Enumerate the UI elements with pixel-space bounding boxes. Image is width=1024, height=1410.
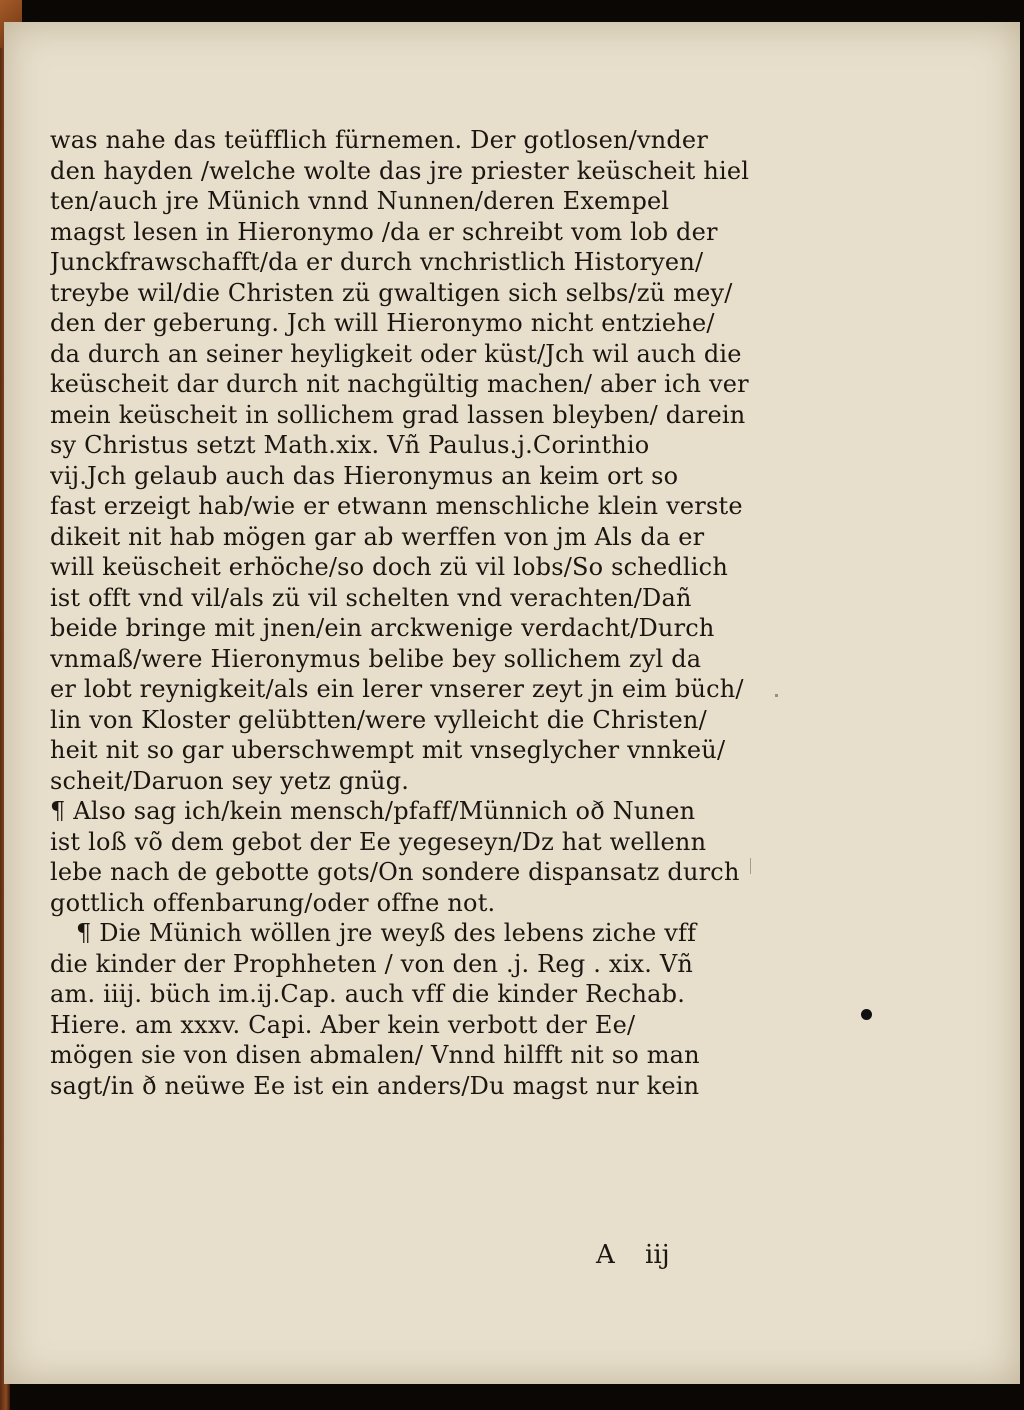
page-text-block <box>50 125 780 1101</box>
text-line: will keüscheit erhöche/so doch zü vil lobs/So schedlich <box>50 553 728 581</box>
text-line: was nahe das teüfflich fürnemen. Der gotlosen/vnder <box>50 126 709 154</box>
text-line: fast erzeigt hab/wie er etwann menschliche klein verste <box>50 492 743 520</box>
text-line: ten/auch jre Münich vnnd Nunnen/deren Exempel <box>50 187 670 215</box>
signature-mark: A iij <box>596 1240 670 1270</box>
text-line: Junckfrawschafft/da er durch vnchristlich Historyen/ <box>50 248 704 276</box>
text-line: lin von Kloster gelübtten/were vylleicht die Christen/ <box>50 705 707 734</box>
text-line: vnmaß/were Hieronymus belibe bey sollichem zyl da <box>50 644 702 673</box>
text-line: dikeit nit hab mögen gar ab werffen von jm Als da er <box>50 522 705 551</box>
text-line: den der geberung. Jch will Hieronymo nicht entziehe/ <box>50 309 715 337</box>
text-line: magst lesen in Hieronymo /da er schreibt vom lob der <box>50 217 718 246</box>
text-line: beide bringe mit jnen/ein arckwenige verdacht/Durch <box>50 614 715 642</box>
text-line: treybe wil/die Christen zü gwaltigen sich selbs/zü mey/ <box>50 278 733 307</box>
text-line: ist loß võ dem gebot der Ee yegeseyn/Dz hat wellenn <box>50 827 707 856</box>
text-line: die kinder der Prophheten / von den .j. Reg . xix. Vñ <box>50 949 694 978</box>
text-line: scheit/Daruon sey yetz gnüg. <box>50 766 410 795</box>
text-line: Hiere. am xxxv. Capi. Aber kein verbott der Ee/ <box>50 1010 636 1039</box>
paper-speck <box>775 694 778 697</box>
text-line: gottlich offenbarung/oder offne not. <box>50 888 496 917</box>
text-line: da durch an seiner heyligkeit oder küst/Jch wil auch die <box>50 339 742 368</box>
text-line: lebe nach de gebotte gots/On sondere dispansatz durch <box>50 858 740 886</box>
ink-dot <box>861 1009 872 1020</box>
text-line: am. iiij. büch im.ij.Cap. auch vff die kinder Rechab. <box>50 980 686 1008</box>
text-line: mein keüscheit in sollichem grad lassen bleyben/ darein <box>50 400 746 429</box>
text-line: mögen sie von disen abmalen/ Vnnd hilfft nit so man <box>50 1041 700 1069</box>
text-line: vij.Jch gelaub auch das Hieronymus an keim ort so <box>50 461 679 490</box>
paper-mark <box>750 858 759 874</box>
text-line: heit nit so gar uberschwempt mit vnseglycher vnnkeü/ <box>50 736 726 764</box>
text-line: sy Christus setzt Math.xix. Vñ Paulus.j.Corinthio <box>50 431 650 459</box>
text-line: keüscheit dar durch nit nachgültig machen/ aber ich ver <box>50 370 749 398</box>
text-line: er lobt reynigkeit/als ein lerer vnserer zeyt jn eim büch/ <box>50 675 744 703</box>
paragraph-start-line: ¶ Die Münich wöllen jre weyß des lebens ziche vff <box>76 919 697 947</box>
text-line: den hayden /welche wolte das jre priester keüscheit hiel <box>50 156 750 185</box>
paragraph-start-line: ¶ Also sag ich/kein mensch/pfaff/Münnich oð Nunen <box>50 797 696 825</box>
text-line: ist offt vnd vil/als zü vil schelten vnd verachten/Dañ <box>50 583 692 612</box>
text-line: sagt/in ð neüwe Ee ist ein anders/Du magst nur kein <box>50 1071 700 1100</box>
